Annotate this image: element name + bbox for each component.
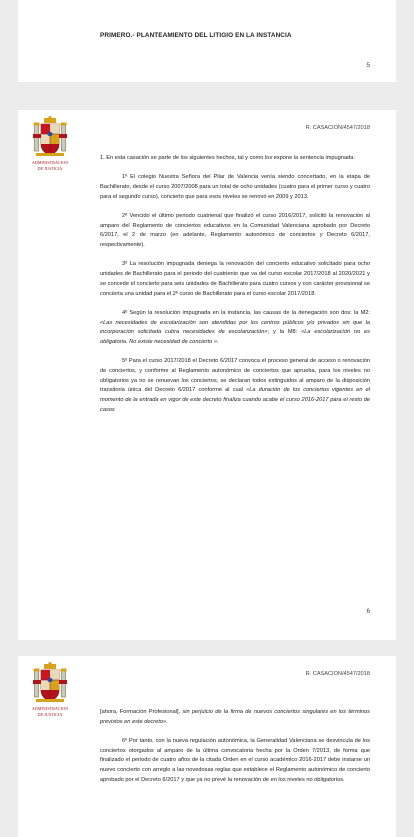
page-body — [100, 154, 370, 425]
paragraph: 2º Vencido el último periodo cuatrienal que finalizó el curso 2016/2017, solicitó la renovación al amparo del Reglamento de conciertos educativos en la Comunidad Valenciana aprobado por Decreto 6/2017, el 2 de marzo (en adelante, Reglamento autonómico de conciertos y Decreto 6/2017, respectivamente). — [100, 213, 370, 249]
paragraph — [100, 309, 370, 348]
quoted-text: «Las necesidades de escolarización son atendidas por los centros públicos y/o privados sin que la incorporación solicitada cubra necesidades de escolarización» — [100, 319, 370, 336]
paragraph-text: 4º Según la resolución impugnada en la instancia, las causas de la denegación son dos: la M2: — [122, 309, 370, 316]
paragraph-text: [ahora, Formación Profesional], — [100, 709, 183, 715]
document-page — [18, 110, 396, 640]
paragraph — [100, 708, 370, 727]
case-reference: R. CASACION/4547/2018 — [305, 671, 370, 677]
emblem-caption-line2: DE JUSTICIA — [37, 165, 63, 171]
paragraph-text: 5º Para el curso 2017/2018 el Decreto 6/2017 convoca el proceso general de acceso o renovación de conciertos, y conforme al Reglamento autonómico de conciertos que aprueba, para los niveles no obligatorios ya no se renuevan los conciertos, se declaran todos extinguidos al amparo de la disposición transitoria única del Decreto 6/2017 conforme al cual — [100, 358, 370, 394]
paragraph-text: . — [216, 338, 219, 345]
case-reference: R. CASACION/4547/2018 — [305, 125, 370, 131]
emblem-caption-line1: ADMINISTRACION — [31, 160, 69, 165]
paragraph: 3º La resolución impugnada deniega la renovación del concierto educativo solicitado para ocho unidades de Bachillerato para el periodo del cuatrienio que va del curso escolar 2017/2018 al 2020/2021 y se concede el concierto para seis unidades de Bachillerato para cuatro cursos y con carácter provisional se concierta una unidad para el 2º curso de Bachillerato para el curso escolar 2017/2018. — [100, 261, 370, 297]
paragraph: 6º Por tanto, con la nueva regulación autonómica, la Generalidad Valenciana se desvincula de los conciertos otorgados al amparo de la última convocatoria hecha por la Orden 7/2013, de forma que finalizado el periodo de cuatro años de la citada Orden en el curso académico 2016-2017 debe instarse un nuevo concierto con arreglo a las novedosas reglas que establece el Reglamento autonómico de concierto aprobado por el Decreto 6/2017 y que ya no prevé la renovación de en los niveles no obligatorios. — [100, 738, 370, 783]
court-emblem — [28, 662, 72, 718]
paragraph — [100, 357, 370, 415]
paragraph: 1. En esta casación se parte de los siguientes hechos, tal y como los expone la sentencia impugnada: — [100, 155, 355, 161]
paragraph: 1º El colegio Nuestra Señora del Pilar de Valencia venía siendo concertado, en la etapa de Bachillerato, desde el curso 2007/2008 para un total de ocho unidades (cuatro para el primer curso y cuatro para el segundo curso), concierto que para esos niveles se renovó en 2009 y 2013. — [100, 174, 370, 200]
emblem-caption-line2: DE JUSTICIA — [37, 711, 63, 717]
page-number: 5 — [366, 62, 370, 69]
page-body — [100, 708, 370, 795]
court-emblem — [28, 116, 72, 172]
quoted-text: «La escolarización no es obligatoria. No existe necesidad de concierto » — [100, 329, 371, 345]
page-number: 6 — [366, 608, 370, 615]
emblem-caption-line1: ADMINISTRACION — [31, 706, 69, 711]
paragraph-text: ; y la M8: — [267, 329, 302, 336]
section-heading: PRIMERO.- PLANTEAMIENTO DEL LITIGIO EN LA INSTANCIA — [100, 32, 292, 39]
document-page — [18, 0, 396, 82]
coat-of-arms-icon — [33, 116, 67, 160]
paragraph-text: . — [166, 718, 168, 725]
document-page — [18, 656, 396, 837]
quoted-text: «La duración de los conciertos vigentes en el momento de la entrada en vigor de este decreto finaliza cuando acabe el curso 2016-2017 para el resto de casos — [100, 387, 370, 413]
quoted-text: sin perjuicio de la firma de nuevos conciertos singulares en los términos previstos en este decreto» — [100, 709, 370, 725]
coat-of-arms-icon — [33, 662, 67, 706]
